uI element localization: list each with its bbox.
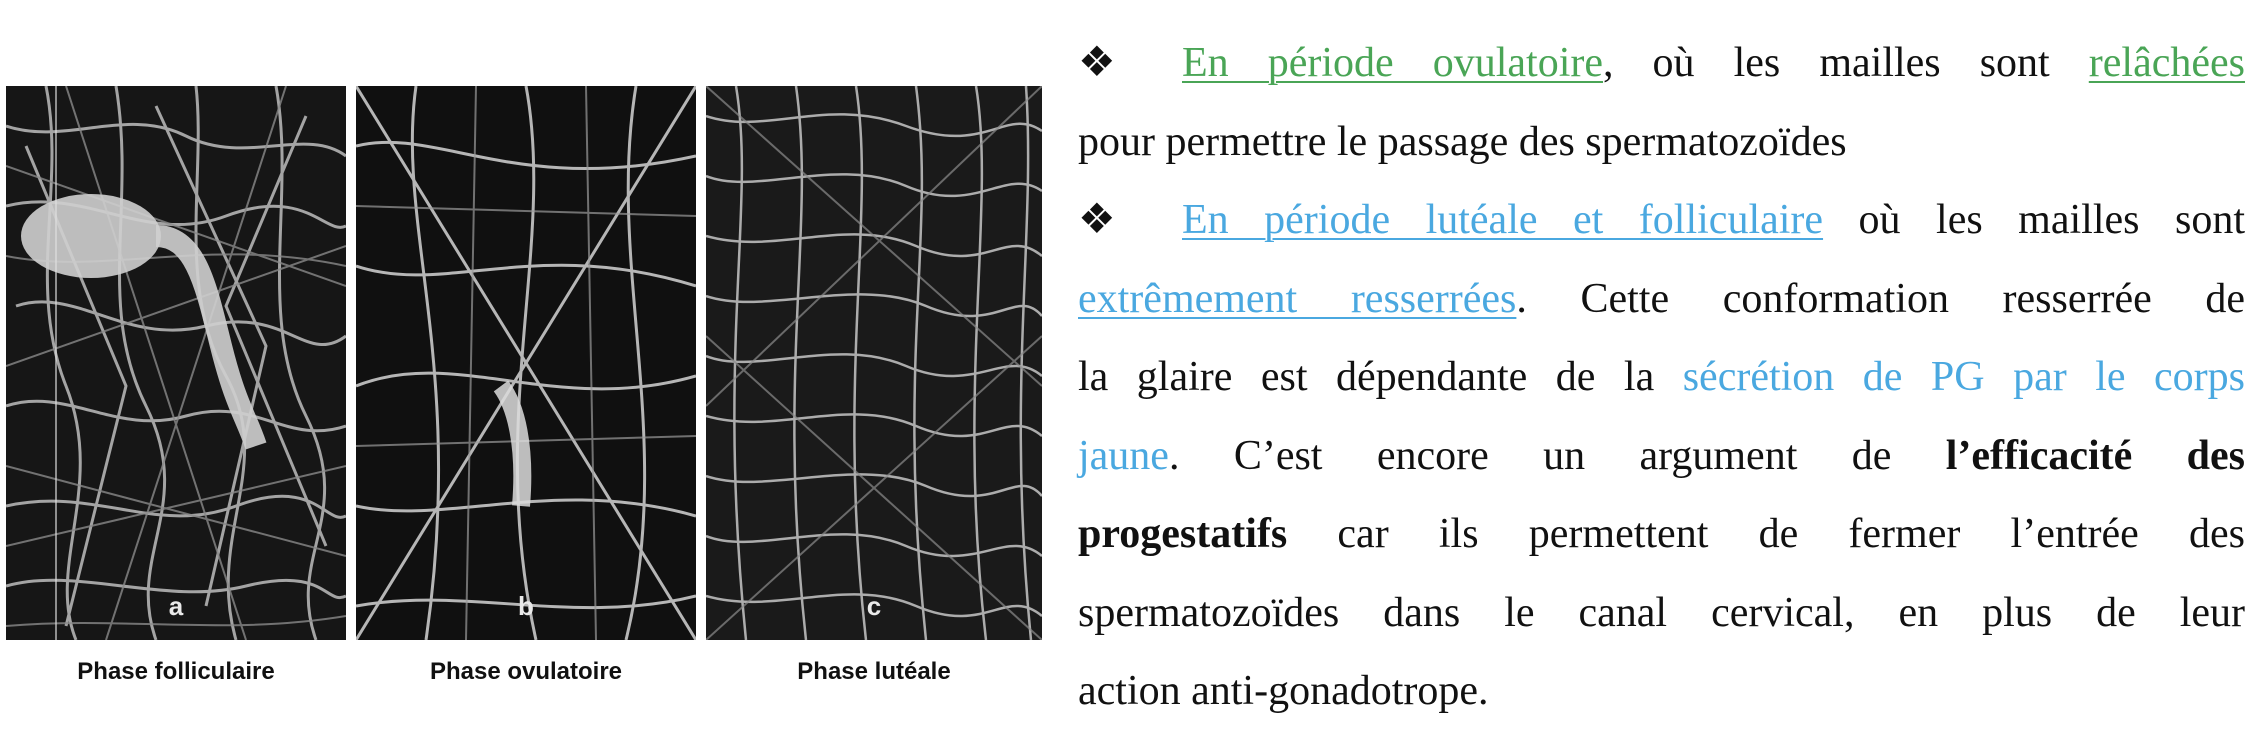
highlight-ovulatory-period: En période ovulatoire [1182, 40, 1603, 86]
body-text [1078, 24, 2245, 731]
caption-ovulatory-phase: Phase ovulatoire [429, 658, 623, 685]
micrograph-panel-ovulatory [356, 86, 696, 640]
bullet-icon: ❖ [1078, 40, 1116, 86]
paragraph-luteal-line-1 [1078, 181, 2245, 260]
paragraph-ovulatory-line-2: pour permettre le passage des spermatozoïdes [1078, 118, 1847, 165]
highlight-tightened: extrêmement resserrées [1078, 275, 1517, 322]
text-segment: , où les mailles sont [1603, 40, 2089, 86]
paragraph-luteal-line-6: spermatozoïdes dans le canal cervical, en plus de leur [1078, 589, 2245, 636]
panel-letter-a: a [168, 591, 184, 621]
caption-follicular-phase: Phase folliculaire [77, 658, 275, 685]
highlight-pg-secretion: sécrétion de PG par le corps [1682, 354, 2245, 400]
text-segment: car ils permettent de fermer l’entrée des [1287, 511, 2245, 557]
micrograph-figure [6, 86, 1042, 706]
panel-letter-b: b [518, 591, 534, 621]
highlight-corpus-luteum: jaune [1078, 432, 1169, 479]
paragraph-luteal-line-7: action anti-gonadotrope. [1078, 668, 1489, 714]
bold-progestatifs: progestatifs [1078, 511, 1288, 557]
bold-efficacy: l’efficacité des [1945, 432, 2245, 479]
caption-luteal-phase: Phase lutéale [797, 658, 951, 685]
fiber-network-image [706, 86, 1042, 640]
text-segment: . C’est encore un argument de [1168, 432, 1946, 479]
panel-letter-c: c [866, 591, 882, 621]
fiber-network-image [6, 86, 346, 640]
paragraph-luteal-line-2 [1078, 260, 2245, 339]
bullet-icon: ❖ [1078, 197, 1116, 243]
highlight-relaxed: relâchées [2088, 40, 2245, 86]
text-segment: la glaire est dépendante de la [1078, 354, 1683, 400]
text-segment: où les mailles sont [1823, 197, 2245, 243]
paragraph-luteal-line-3 [1078, 338, 2245, 417]
text-segment: . Cette conformation resserrée de [1516, 275, 2245, 322]
micrograph-panel-follicular [6, 86, 346, 640]
fiber-network-image [356, 86, 696, 640]
paragraph-luteal-line-5 [1078, 495, 2245, 574]
paragraph-luteal-line-4 [1078, 417, 2245, 496]
paragraph-ovulatory-line-1 [1078, 24, 2245, 103]
micrograph-panel-luteal [706, 86, 1042, 640]
highlight-luteal-follicular-period: En période lutéale et folliculaire [1182, 197, 1824, 243]
